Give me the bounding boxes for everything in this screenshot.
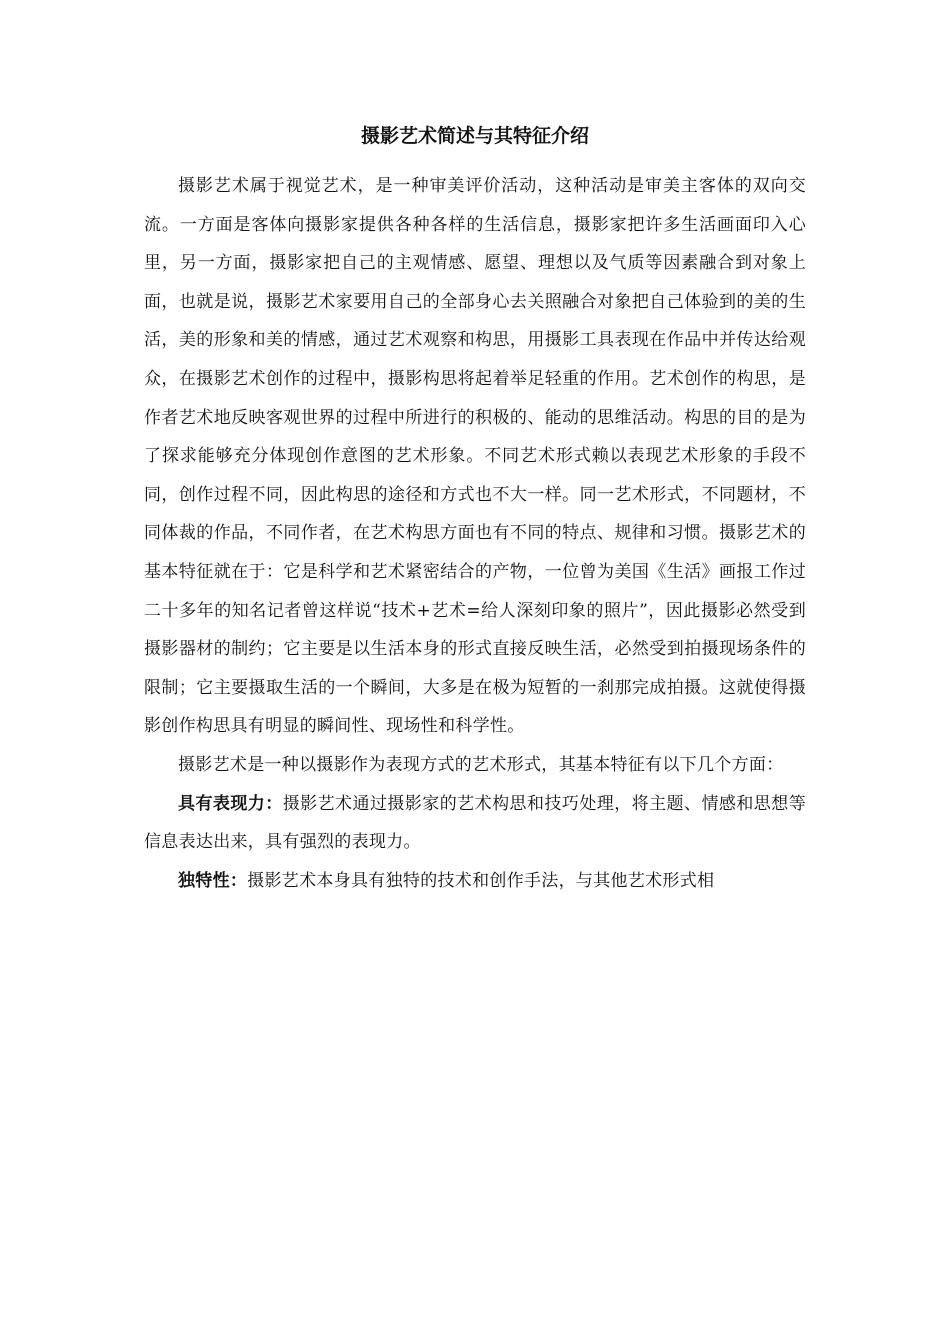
feature-term: 具有表现力： [178, 793, 283, 814]
feature-expressiveness [144, 785, 806, 862]
feature-uniqueness [144, 862, 806, 901]
feature-text: 摄影艺术通过摄影家的艺术构思和技巧处理，将主题、情感和思想等信息表达出来，具有强烈的表现力。 [144, 793, 806, 853]
paragraph-features-lead: 摄影艺术是一种以摄影作为表现方式的艺术形式，其基本特征有以下几个方面： [178, 754, 784, 775]
feature-text: 摄影艺术本身具有独特的技术和创作手法，与其他艺术形式相 [247, 870, 715, 891]
document-title: 摄影艺术简述与其特征介绍 [360, 125, 589, 147]
paragraph-intro: 摄影艺术属于视觉艺术，是一种审美评价活动，这种活动是审美主客体的双向交流。一方面是客体向摄影家提供各种各样的生活信息，摄影家把许多生活画面印入心里，另一方面，摄影家把自己的主观情感、愿望、理想以及气质等因素融合到对象上面，也就是说，摄影艺术家要用自己的全部身心去关照融合对象把自己体验到的美的生活，美的形象和美的情感，通过艺术观察和构思，用摄影工具表现在作品中并传达给观众，在摄影艺术创作的过程中，摄影构思将起着举足轻重的作用。艺术创作的构思，是作者艺术地反映客观世界的过程中所进行的积极的、能动的思维活动。构思的目的是为了探求能够充分体现创作意图的艺术形象。不同艺术形式赖以表现艺术形象的手段不同，创作过程不同，因此构思的途径和方式也不大一样。同一艺术形式，不同题材，不同体裁的作品，不同作者，在艺术构思方面也有不同的特点、规律和习惯。摄影艺术的基本特征就在于：它是科学和艺术紧密结合的产物，一位曾为美国《生活》画报工作过二十多年的知名记者曾这样说“技术+艺术=给人深刻印象的照片”，因此摄影必然受到摄影器材的制约；它主要是以生活本身的形式直接反映生活，必然受到拍摄现场条件的限制；它主要摄取生活的一个瞬间，大多是在极为短暂的一刹那完成拍摄。这就使得摄影创作构思具有明显的瞬间性、现场性和科学性。 [144, 176, 806, 737]
document-body [144, 167, 806, 900]
feature-term: 独特性： [178, 870, 248, 891]
